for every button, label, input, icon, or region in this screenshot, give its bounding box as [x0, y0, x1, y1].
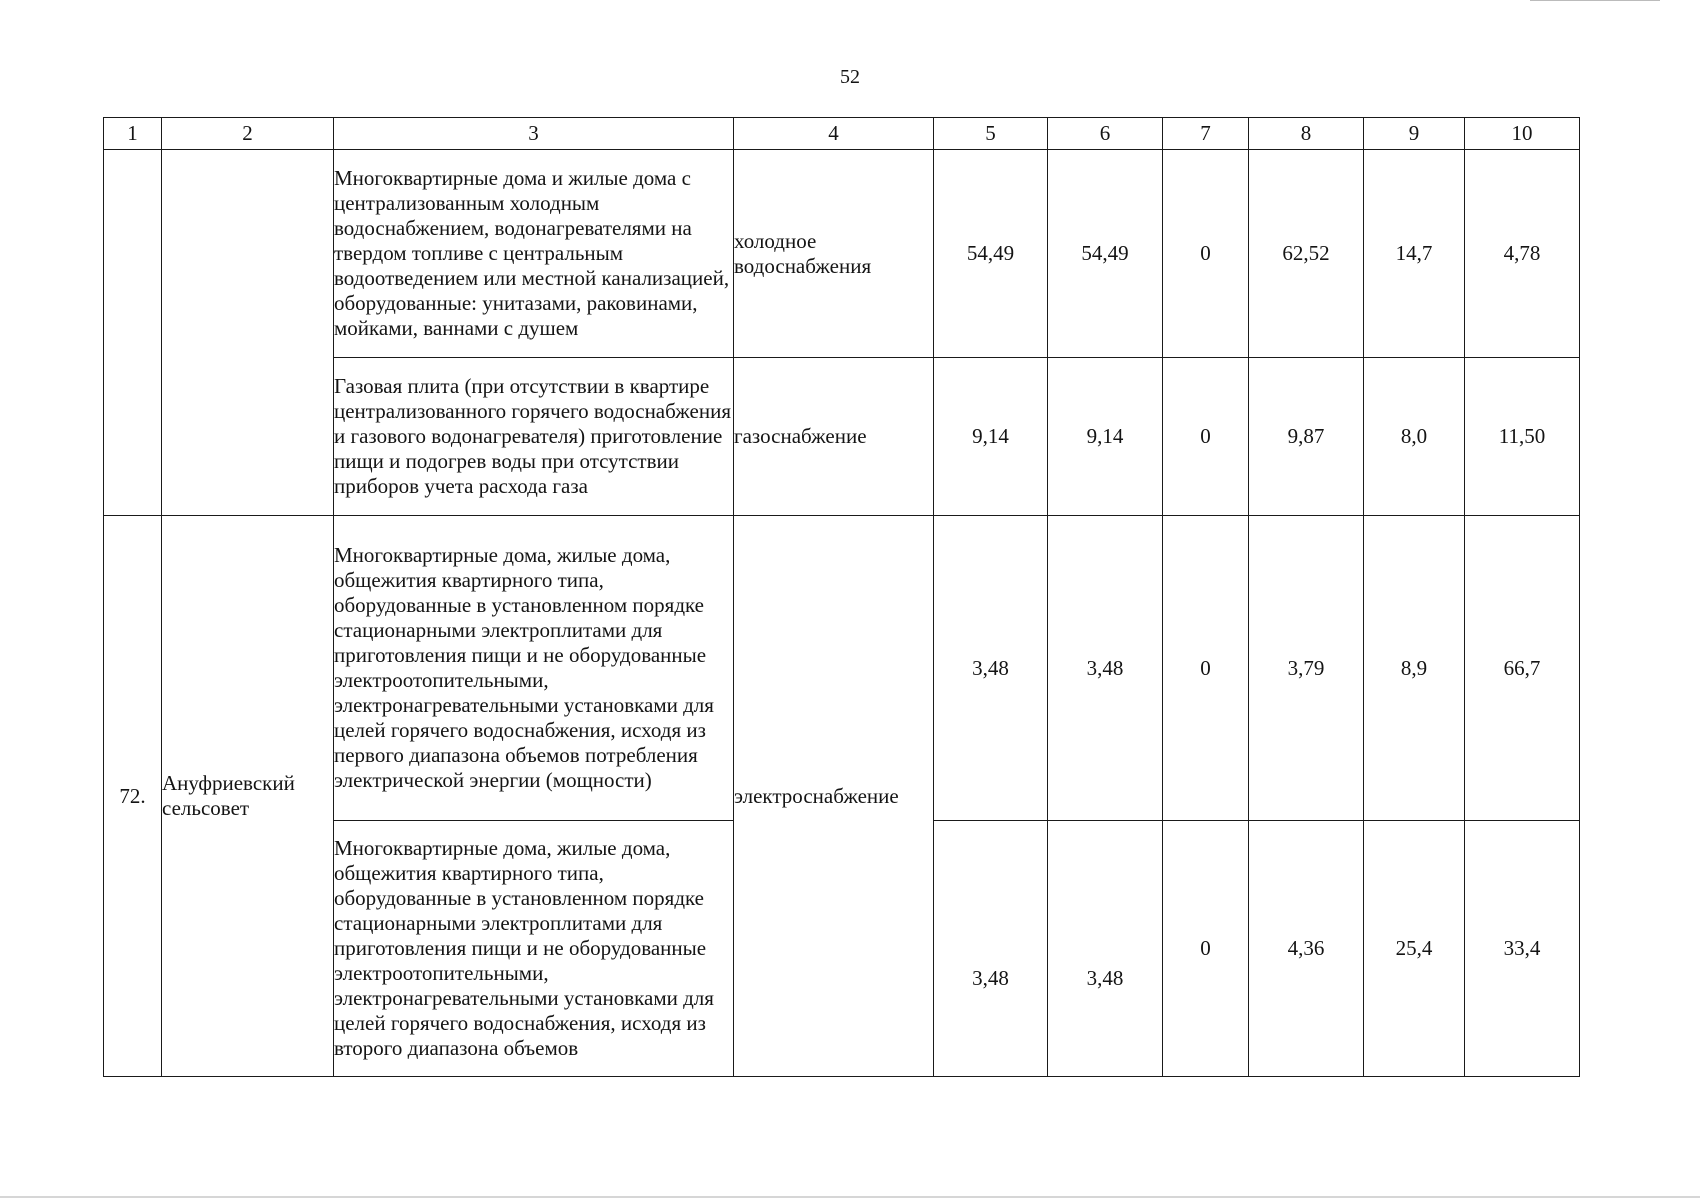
- value-cell-9: 8,0: [1364, 358, 1465, 516]
- value-cell-8: 4,36: [1249, 821, 1364, 1077]
- col-header-8: 8: [1249, 118, 1364, 150]
- col-header-10: 10: [1465, 118, 1580, 150]
- value-cell-8: 9,87: [1249, 358, 1364, 516]
- value-cell-10: 33,4: [1465, 821, 1580, 1077]
- value-cell-6: 54,49: [1048, 150, 1163, 358]
- value-cell-6: 9,14: [1048, 358, 1163, 516]
- row-number-cell: 72.: [104, 516, 162, 1077]
- scan-bottom-edge: [0, 1196, 1700, 1198]
- value-cell-6: 3,48: [1048, 821, 1163, 1077]
- table-row: [104, 516, 1580, 821]
- description-cell: Многоквартирные дома, жилые дома, общежития квартирного типа, оборудованные в установленном порядке стационарными электроплитами для приготовления пищи и не оборудованные электроотопительными, электронагревательными установками для целей горячего водоснабжения, исходя из первого диапазона объемов потребления электрической энергии (мощности): [334, 516, 734, 821]
- value-cell-7: 0: [1163, 821, 1249, 1077]
- value-cell-5: 3,48: [934, 516, 1048, 821]
- page-number: 52: [840, 66, 860, 88]
- value-cell-6: 3,48: [1048, 516, 1163, 821]
- value-cell-5: 3,48: [934, 821, 1048, 1077]
- col-header-3: 3: [334, 118, 734, 150]
- service-cell: газоснабжение: [734, 358, 934, 516]
- col-header-4: 4: [734, 118, 934, 150]
- value-cell-5: 54,49: [934, 150, 1048, 358]
- service-cell: электроснабжение: [734, 516, 934, 1077]
- col-header-6: 6: [1048, 118, 1163, 150]
- col-header-9: 9: [1364, 118, 1465, 150]
- row-number-cell: [104, 150, 162, 516]
- norms-table: [103, 117, 1580, 1077]
- value-cell-7: 0: [1163, 516, 1249, 821]
- header-row: [104, 118, 1580, 150]
- description-cell: Многоквартирные дома, жилые дома, общежития квартирного типа, оборудованные в установленном порядке стационарными электроплитами для приготовления пищи и не оборудованные электроотопительными, электронагревательными установками для целей горячего водоснабжения, исходя из второго диапазона объемов: [334, 821, 734, 1077]
- municipality-cell: [162, 150, 334, 516]
- municipality-cell: Ануфриевский сельсовет: [162, 516, 334, 1077]
- value-cell-10: 66,7: [1465, 516, 1580, 821]
- value-cell-9: 25,4: [1364, 821, 1465, 1077]
- value-cell-8: 3,79: [1249, 516, 1364, 821]
- scan-corner-mark: [1530, 0, 1660, 1]
- value-cell-7: 0: [1163, 150, 1249, 358]
- value-cell-7: 0: [1163, 358, 1249, 516]
- col-header-5: 5: [934, 118, 1048, 150]
- description-cell: Многоквартирные дома и жилые дома с централизованным холодным водоснабжением, водонагревателями на твердом топливе с центральным водоотведением или местной канализацией, оборудованные: унитазами, раковинами, мойками, ваннами с душем: [334, 150, 734, 358]
- value-cell-8: 62,52: [1249, 150, 1364, 358]
- value-cell-10: 4,78: [1465, 150, 1580, 358]
- table-row: [104, 150, 1580, 358]
- value-cell-9: 14,7: [1364, 150, 1465, 358]
- col-header-1: 1: [104, 118, 162, 150]
- value-cell-5: 9,14: [934, 358, 1048, 516]
- value-cell-10: 11,50: [1465, 358, 1580, 516]
- description-cell: Газовая плита (при отсутствии в квартире централизованного горячего водоснабжения и газового водонагревателя) приготовление пищи и подогрев воды при отсутствии приборов учета расхода газа: [334, 358, 734, 516]
- col-header-7: 7: [1163, 118, 1249, 150]
- service-cell: холодное водоснабжения: [734, 150, 934, 358]
- value-cell-9: 8,9: [1364, 516, 1465, 821]
- col-header-2: 2: [162, 118, 334, 150]
